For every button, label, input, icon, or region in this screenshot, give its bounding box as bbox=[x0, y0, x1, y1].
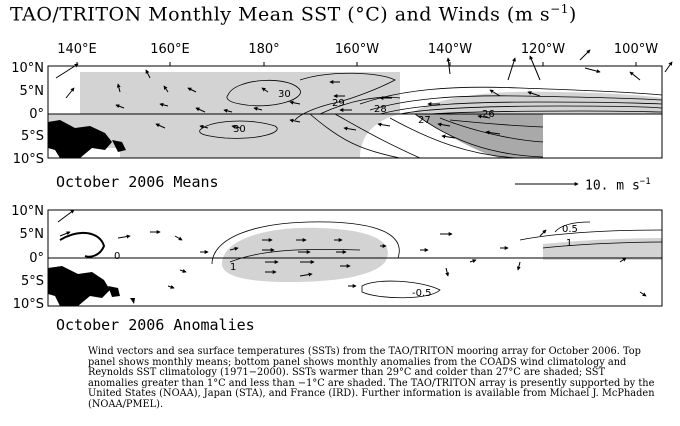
title-superscript: −1 bbox=[550, 2, 569, 16]
lat-label-top-10n: 10°N bbox=[11, 61, 44, 76]
caption-text: Wind vectors and sea surface temperatures (SSTs) from the TAO/TRITON mooring array for October 2006. Top panel shows monthly means; bottom panel shows monthly anomalies from the COADS wind climatology and Reynolds SST climatology (1971−2000). SSTs warmer than 29°C and colder than 27°C are shaded; SST anomalies greater than 1°C and less than −1°C are shaded. The TAO/TRITON array is presently supported by the United States (NOAA), Japan (STA), and France (IRD). Further information is available from Michael J. McPhaden (NOAA/PMEL). bbox=[88, 346, 655, 410]
anomalies-contour-label-neg0-5: -0.5 bbox=[412, 288, 432, 299]
lat-label-top-5s: 5°S bbox=[20, 129, 44, 144]
anomalies-contour-label-1b: 1 bbox=[230, 262, 237, 273]
lat-label-top-0: 0° bbox=[29, 107, 44, 122]
anomalies-contour-label-0-5: 0.5 bbox=[562, 224, 578, 235]
lon-label-180: 180° bbox=[248, 42, 280, 57]
lat-label-top-10s: 10°S bbox=[12, 152, 44, 167]
means-contour-label-29: 29 bbox=[332, 98, 345, 109]
anomalies-land-speck bbox=[130, 298, 135, 304]
means-contour-label-30b: 30 bbox=[233, 124, 246, 135]
lon-label-160w: 160°W bbox=[334, 42, 380, 57]
lat-label-bottom-10s: 10°S bbox=[12, 297, 44, 312]
lat-label-bottom-10n: 10°N bbox=[11, 204, 44, 219]
figure-caption bbox=[88, 347, 658, 411]
lon-label-140w: 140°W bbox=[427, 42, 473, 57]
lon-label-120w: 120°W bbox=[520, 42, 566, 57]
means-contour-label-26: 26 bbox=[482, 109, 495, 120]
means-ticks bbox=[77, 62, 636, 66]
anomalies-warm-shade-east bbox=[543, 238, 662, 260]
anomalies-warm-shade-central bbox=[222, 228, 388, 282]
title-close: ) bbox=[568, 3, 577, 26]
title-text: TAO/TRITON Monthly Mean SST (°C) and Winds (m s bbox=[10, 3, 551, 26]
anomalies-land-islands bbox=[108, 286, 120, 297]
means-panel-title: October 2006 Means bbox=[56, 173, 219, 191]
lat-label-bottom-5n: 5°N bbox=[19, 227, 44, 242]
lat-label-top-5n: 5°N bbox=[19, 84, 44, 99]
means-nodata-patch bbox=[543, 114, 662, 126]
scale-label-superscript: −1 bbox=[639, 177, 651, 187]
anomalies-contour-label-1a: 1 bbox=[566, 238, 573, 249]
means-contour-label-30a: 30 bbox=[278, 89, 291, 100]
lon-label-140e: 140°E bbox=[57, 42, 97, 57]
means-panel bbox=[48, 50, 672, 184]
anomalies-panel-title: October 2006 Anomalies bbox=[56, 316, 255, 334]
lat-label-bottom-0: 0° bbox=[29, 251, 44, 266]
lon-label-100w: 100°W bbox=[613, 42, 659, 57]
anomalies-land-new-guinea bbox=[48, 266, 110, 306]
means-contour-label-28: 28 bbox=[374, 104, 387, 115]
scale-label-text: 10. m s bbox=[585, 178, 640, 194]
lat-label-bottom-5s: 5°S bbox=[20, 274, 44, 289]
means-scale-label bbox=[585, 177, 651, 193]
lon-label-160e: 160°E bbox=[150, 42, 190, 57]
means-contour-label-27: 27 bbox=[418, 115, 431, 126]
means-warm-shade-north bbox=[80, 72, 400, 114]
anomalies-contour-label-0: 0 bbox=[114, 251, 121, 262]
